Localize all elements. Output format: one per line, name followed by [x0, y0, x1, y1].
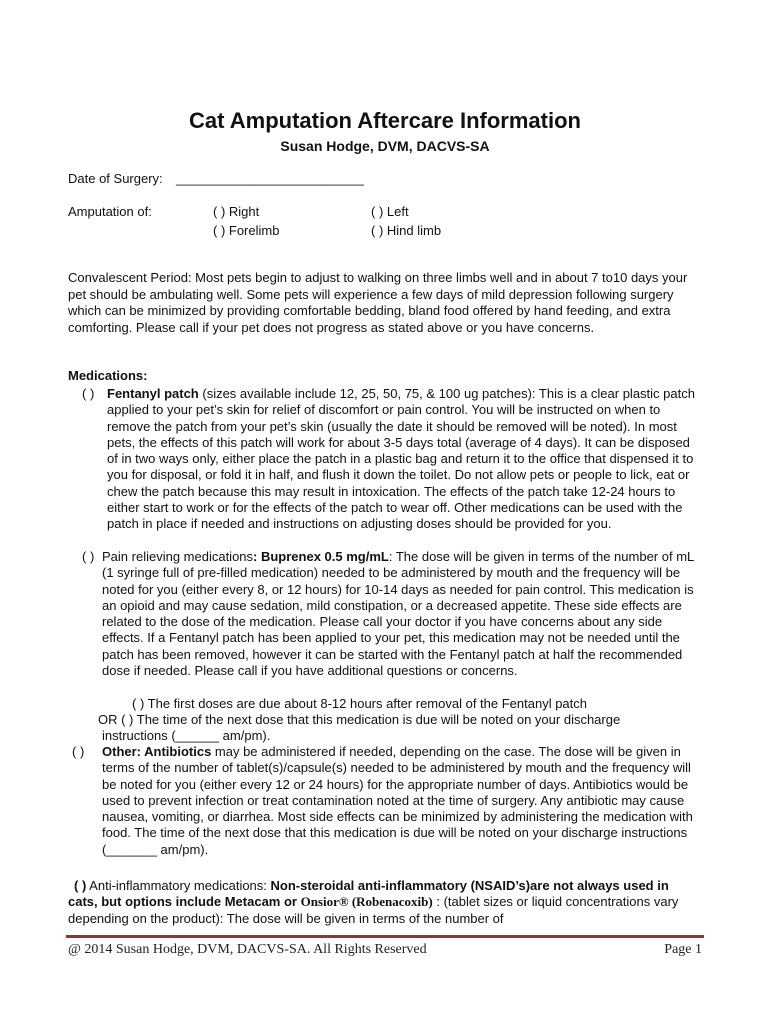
buprenex-option-next-dose[interactable]: OR ( ) The time of the next dose that this medication is due will be noted on your discharge — [98, 712, 621, 727]
date-of-surgery-blank[interactable]: __________________________ — [176, 171, 364, 186]
nsaid-checkbox[interactable]: ( ) — [74, 878, 87, 893]
antibiotics-item — [72, 744, 702, 858]
fentanyl-text: (sizes available include 12, 25, 50, 75, & 100 ug patches): This is a clear plastic patch applied to your pet’s skin for relief of discomfort or pain control. You will be instructed on when to remove the patch from your pet’s skin (usually the date it should be removed will be noted). In most pets, the effects of this patch will work for about 3-5 days total (average of 4 days). It can be disposed of in two ways only, either place the patch in a plastic bag and return it to the office that dispensed it to you for disposal, or fold it in half, and flush it down the toilet. Do not allow pets or people to lick, eat or chew the patch because this may result in intoxication. The effects of the patch take 12-24 hours to either start to work or for the effects of the patch to wear off. Other medications can be used with the patch in place if needed and instructions on adjusting doses should be provided for you. — [107, 386, 695, 532]
antibiotics-text: may be administered if needed, depending on the case. The dose will be given in terms of the number of tablet(s)/capsule(s) needed to be administered by mouth and the frequency will be noted for you (either every 12 or 24 hours) for the appropriate number of days. Antibiotics would be used to prevent infection or treat contamination noted at the time of surgery. Any antibiotic may cause nausea, vomiting, or diarrhea. Most side effects can be minimized by administering the medication with food. The time of the next dose that this medication is due will be noted on your discharge instructions (_______ am/pm). — [102, 744, 693, 857]
footer-copyright: @ 2014 Susan Hodge, DVM, DACVS-SA. All Rights Reserved — [68, 942, 427, 957]
antibiotics-checkbox[interactable]: ( ) — [72, 744, 85, 759]
nsaid-bold-text: Non-steroidal anti-inflammatory (NSAID’s)are not always used in cats, but options include Metacam or — [68, 878, 669, 910]
document-title: Cat Amputation Aftercare Information — [189, 108, 581, 133]
option-forelimb[interactable]: ( ) Forelimb — [213, 223, 280, 238]
date-of-surgery-label: Date of Surgery: — [68, 171, 163, 186]
convalescent-paragraph: Convalescent Period: Most pets begin to adjust to walking on three limbs well and in about 7 to10 days your pet should be ambulating well. Some pets will experience a few days of mild depression following surgery which can be minimized by providing comfortable bedding, bland food offered by hand feeding, and extra comforting. Please call if your pet does not progress as stated above or you have concerns. — [68, 270, 688, 335]
footer-divider — [66, 935, 704, 938]
author-line: Susan Hodge, DVM, DACVS-SA — [280, 138, 490, 154]
antibiotics-lead: Other: Antibiotics — [102, 744, 212, 759]
fentanyl-checkbox[interactable]: ( ) — [82, 386, 95, 401]
option-left[interactable]: ( ) Left — [371, 204, 409, 219]
onsior-name: Onsior® (Robenacoxib) — [300, 894, 433, 910]
pain-medication-text: : The dose will be given in terms of the number of mL (1 syringe full of pre-filled medication) needed to be administered by mouth and the frequency will be noted for you (either every 8, or 12 hours) for 10-14 days as needed for pain control. This medication is an opioid and may cause sedation, mild constipation, or a decreased appetite. These side effects are related to the dose of the medication. Please call your doctor if you have concerns about any side effects. If a Fentanyl patch has been applied to your pet, this medication may not be needed until the patch has been removed, however it can be started with the Fentanyl patch at half the recommended dose if needed. Please call if you have additional questions or concerns. — [102, 549, 694, 679]
buprenex-instructions-line: instructions (______ am/pm). — [102, 728, 271, 743]
nsaid-item — [68, 878, 702, 927]
page-number: Page 1 — [664, 942, 702, 957]
buprenex-option-first-dose[interactable]: ( ) The first doses are due about 8-12 hours after removal of the Fentanyl patch — [132, 696, 588, 711]
nsaid-text: : (tablet sizes or liquid concentrations vary depending on the product): The dose will be given in terms of the number of — [68, 894, 679, 926]
buprenex-name: : Buprenex 0.5 mg/mL — [253, 549, 389, 564]
nsaid-lead: Anti-inflammatory medications: — [86, 878, 271, 893]
fentanyl-item — [82, 386, 702, 533]
pain-medication-item — [82, 549, 702, 679]
amputation-label: Amputation of: — [68, 204, 152, 219]
option-right[interactable]: ( ) Right — [213, 204, 260, 219]
fentanyl-name: Fentanyl patch — [107, 386, 199, 401]
medications-heading: Medications: — [68, 368, 148, 383]
pain-medication-lead: Pain relieving medications — [102, 549, 254, 564]
option-hind-limb[interactable]: ( ) Hind limb — [371, 223, 442, 238]
pain-medication-checkbox[interactable]: ( ) — [82, 549, 95, 564]
